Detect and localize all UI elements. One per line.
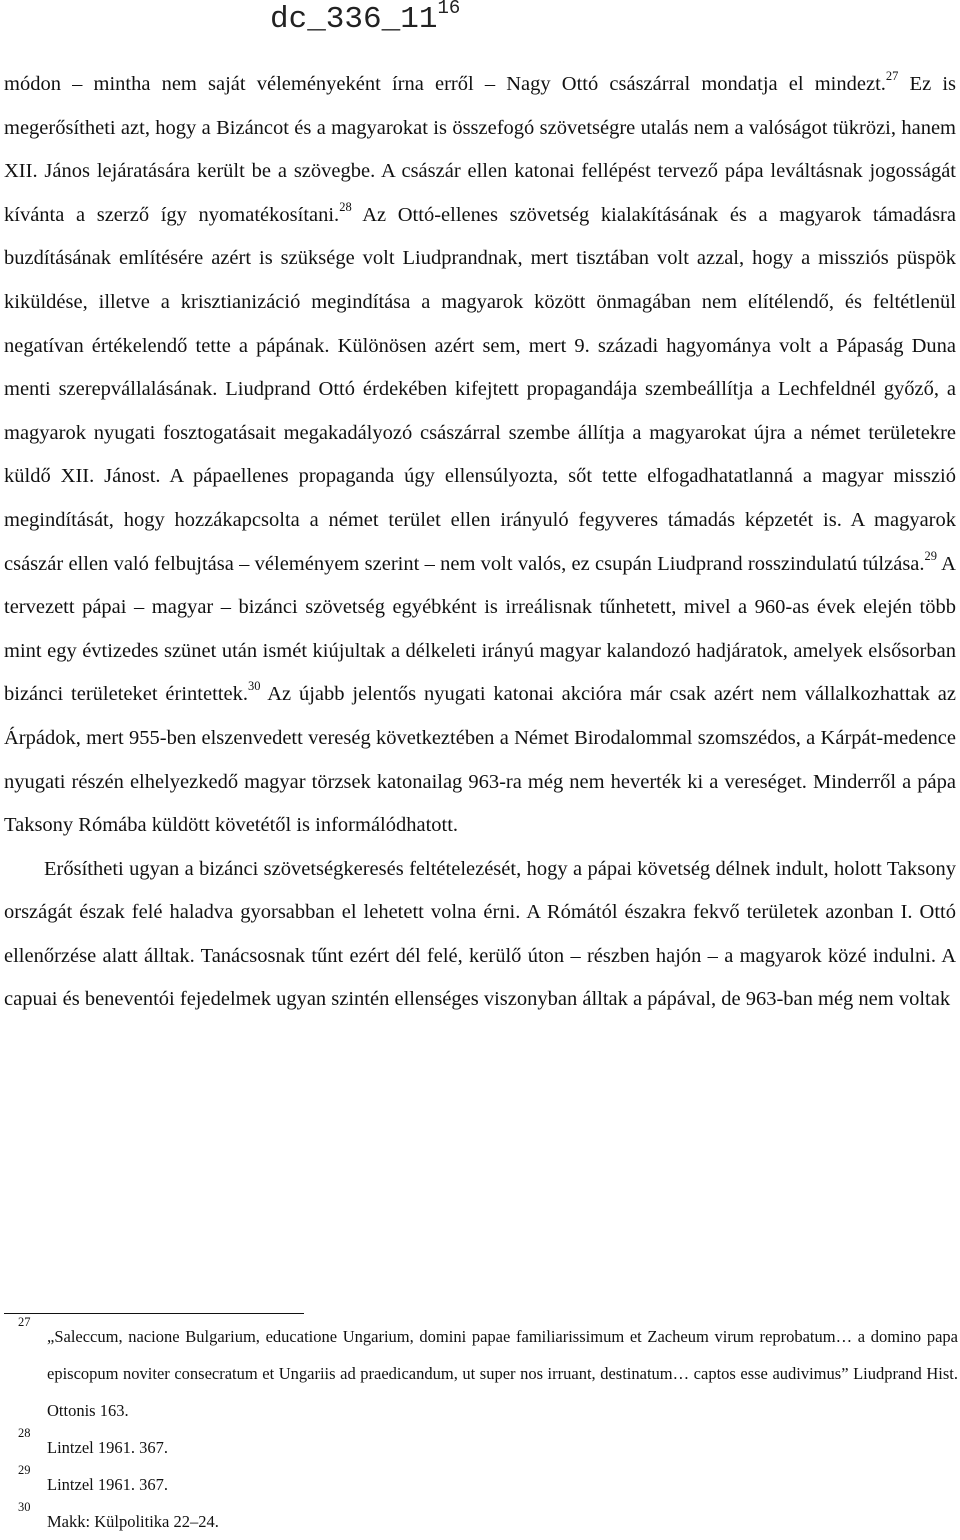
text-segment: A tervezett pápai – magyar – bizánci szövetség egyébként is irreálisnak tűnhetett, mivel a 960-as évek elején több mint egy évtizedes szünet után ismét kiújultak a délkeleti irányú magyar kalandozó hadjáratok, amelyek elsősorban bizánci területeket érintettek. [4,552,956,706]
body-text [4,63,956,1022]
text-segment: Ez is megerősítheti azt, hogy a Bizáncot és a magyarokat is összefogó szövetségre utalás nem a valóságot tükrözi, hanem XII. János lejáratására került be a szövegbe. A császár ellen katonai fellépést tervező pápa leváltásnak jogosságát kívánta a szerző így nyomatékosítani. [4,73,957,226]
footnote-text: Lintzel 1961. 367. [47,1475,168,1494]
page-number: 16 [437,0,461,19]
footnote-ref-28[interactable]: 28 [339,199,352,214]
footnote-ref-27[interactable]: 27 [885,69,899,83]
footnote-number: 29 [18,1463,31,1477]
footnote-text: „Saleccum, nacione Bulgarium, educatione Ungarium, domini papae familiarissimum et Zacheum virum reprobatum… a domino papa episcopum noviter consecratum et Ungariis ad praedicandum, ut super nos irruant, destinatum… captos esse audivimus” Liudprand Hist. Ottonis 163. [47,1327,958,1420]
text-segment: Az Ottó-ellenes szövetség kialakításának és a magyarok támadásra buzdításának említésére azért is szüksége volt Liudprandnak, mert tisztában volt azzal, hogy a missziós püspök kiküldése, illetve a krisztianizáció megindítása a magyarok között önmagában nem elítélendő, és feltétlenül negatívan értékelendő tette a pápának. Különösen azért sem, mert 9. századi hagyománya volt a Pápaság Duna menti szerepvállalásának. Liudprand Ottó érdekében kifejtett propagandája szembeállítja a Lechfeldnél győző, a magyarok nyugati fosztogatásait megakadályozó császárral szembe állítja a magyarokat újra a német területekre küldő XII. Jánost. A pápaellenes propaganda úgy ellensúlyozta, sőt tette elfogadhatatlanná a magyar misszió megindítását, hogy hozzákapcsolta a német terület ellen irányuló fegyveres támadás képzetét is. A magyarok császár ellen való felbujtása – véleményem szerint – nem volt valós, ez csupán Liudprand rosszindulatú túlzása. [4,203,956,575]
footnote-separator [4,1313,304,1314]
text-segment: Az újabb jelentős nyugati katonai akcióra már csak azért nem vállalkozhattak az Árpádok, mert 955-ben elszenvedett vereség következtében a Német Birodalommal szomszédos, a Kárpát-medence nyugati részén elhelyezkedő magyar törzsek katonailag 963-ra még nem heverték ki a vereséget. Minderről a pápa Taksony Rómába küldött követétől is informálódhatott. [4,683,956,837]
footnote-number: 28 [18,1426,31,1440]
page-header [270,0,460,40]
footnote-30 [4,1500,958,1540]
footnote-number: 27 [18,1315,31,1329]
footnote-27 [4,1315,958,1429]
paragraph-2: Erősítheti ugyan a bizánci szövetségkeresés feltételezését, hogy a pápai követség délnek indult, holott Taksony országát észak felé haladva gyorsabban el lehetett volna érni. A Rómától északra fekvő területek azonban I. Ottó ellenőrzése alatt álltak. Tanácsosnak tűnt ezért dél felé, kerülő úton – részben hajón – a magyarok közé indulni. A capuai és beneventói fejedelmek ugyan szintén ellenséges viszonyban álltak a pápával, de 963-ban még nem voltak [4,857,956,1011]
footnote-29 [4,1463,958,1503]
footnote-ref-30[interactable]: 30 [247,679,261,694]
document-code: dc_336_11 [270,2,438,37]
paragraph-1 [4,63,956,848]
footnote-ref-29[interactable]: 29 [924,548,938,563]
footnotes [4,1315,958,1540]
footnote-text: Lintzel 1961. 367. [47,1438,168,1457]
footnote-28 [4,1426,958,1466]
text-segment: módon – mintha nem saját véleményeként írna erről – Nagy Ottó császárral mondatja el mindezt. [4,73,886,95]
footnote-text: Makk: Külpolitika 22–24. [47,1512,219,1531]
footnote-number: 30 [18,1500,31,1514]
